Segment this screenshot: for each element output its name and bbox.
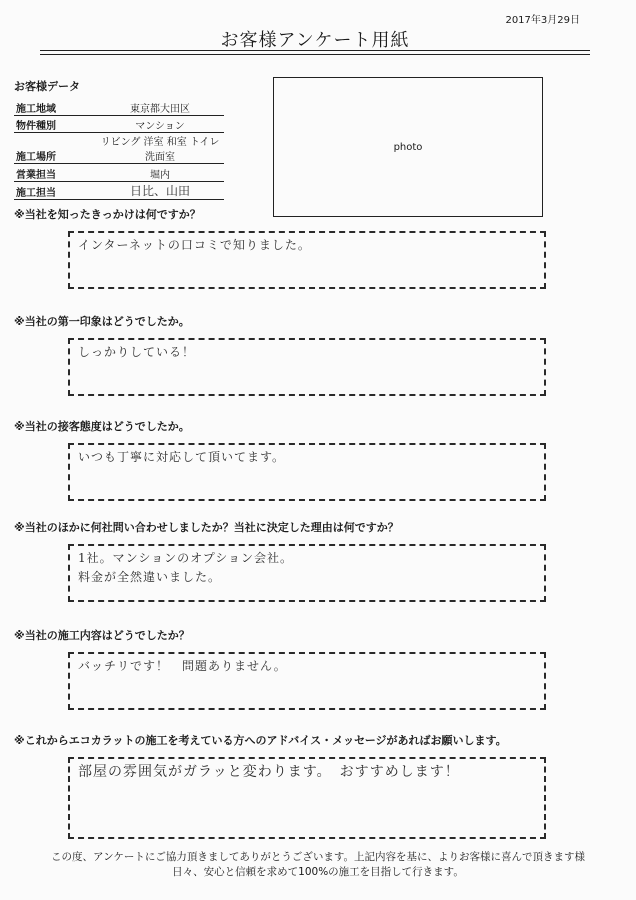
answer-6: 部屋の雰囲気がガラッと変わります。 おすすめします！ xyxy=(78,764,460,780)
table-row xyxy=(14,164,224,182)
answer-box-3 xyxy=(68,443,546,501)
answer-box-1 xyxy=(68,231,546,289)
table-row xyxy=(14,115,224,133)
row-key: 施工場所 xyxy=(14,133,96,164)
table-row xyxy=(14,98,224,115)
photo-label: photo xyxy=(393,141,423,153)
table-row xyxy=(14,133,224,164)
answer-box-5 xyxy=(68,652,546,710)
photo-placeholder xyxy=(273,77,543,217)
question-6: ※これからエコカラットの施工を考えている方へのアドバイス・メッセージがあればお願いします。 xyxy=(14,734,507,747)
answer-box-4 xyxy=(68,544,546,602)
answer-1: インターネットの口コミで知りました。 xyxy=(78,238,311,252)
footer-line-2: 日々、安心と信頼を求めて100%の施工を目指して行きます。 xyxy=(172,866,464,878)
footer-line-1: この度、アンケートにご協力頂きましてありがとうございます。上記内容を基に、よりお客様に喜んで頂きます様 xyxy=(50,851,586,863)
answer-3: いつも丁寧に対応して頂いてます。 xyxy=(78,450,286,464)
row-value: リビング 洋室 和室 トイレ 洗面室 xyxy=(96,133,224,164)
row-key: 施工担当 xyxy=(14,181,96,199)
row-value: 堀内 xyxy=(96,164,224,182)
answer-box-2 xyxy=(68,338,546,396)
title-underline xyxy=(40,54,590,55)
row-value-handwritten: 日比、山田 xyxy=(96,181,224,199)
row-key: 施工地域 xyxy=(14,98,96,115)
answer-2: しっかりしている！ xyxy=(78,345,196,359)
customer-data-table xyxy=(14,98,224,200)
question-4: ※当社のほかに何社問い合わせしましたか？当社に決定した理由は何ですか？ xyxy=(14,521,399,534)
row-key: 物件種別 xyxy=(14,115,96,133)
survey-date: 2017年3月29日 xyxy=(505,15,580,26)
question-1: ※当社を知ったきっかけは何ですか？ xyxy=(14,208,201,221)
form-title: お客様アンケート用紙 xyxy=(40,26,590,51)
row-value: 東京都大田区 xyxy=(96,98,224,115)
question-3: ※当社の接客態度はどうでしたか。 xyxy=(14,420,190,433)
answer-4: 1社。マンションのオプション会社。 料金が全然違いました。 xyxy=(78,551,294,584)
footer-message xyxy=(12,850,624,880)
table-row xyxy=(14,181,224,199)
question-2: ※当社の第一印象はどうでしたか。 xyxy=(14,315,190,328)
customer-data-heading: お客様データ xyxy=(14,80,80,93)
answer-box-6 xyxy=(68,757,546,839)
answer-5: バッチリです！ 問題ありません。 xyxy=(78,659,287,673)
question-5: ※当社の施工内容はどうでしたか？ xyxy=(14,629,190,642)
row-key: 営業担当 xyxy=(14,164,96,182)
row-value: マンション xyxy=(96,115,224,133)
